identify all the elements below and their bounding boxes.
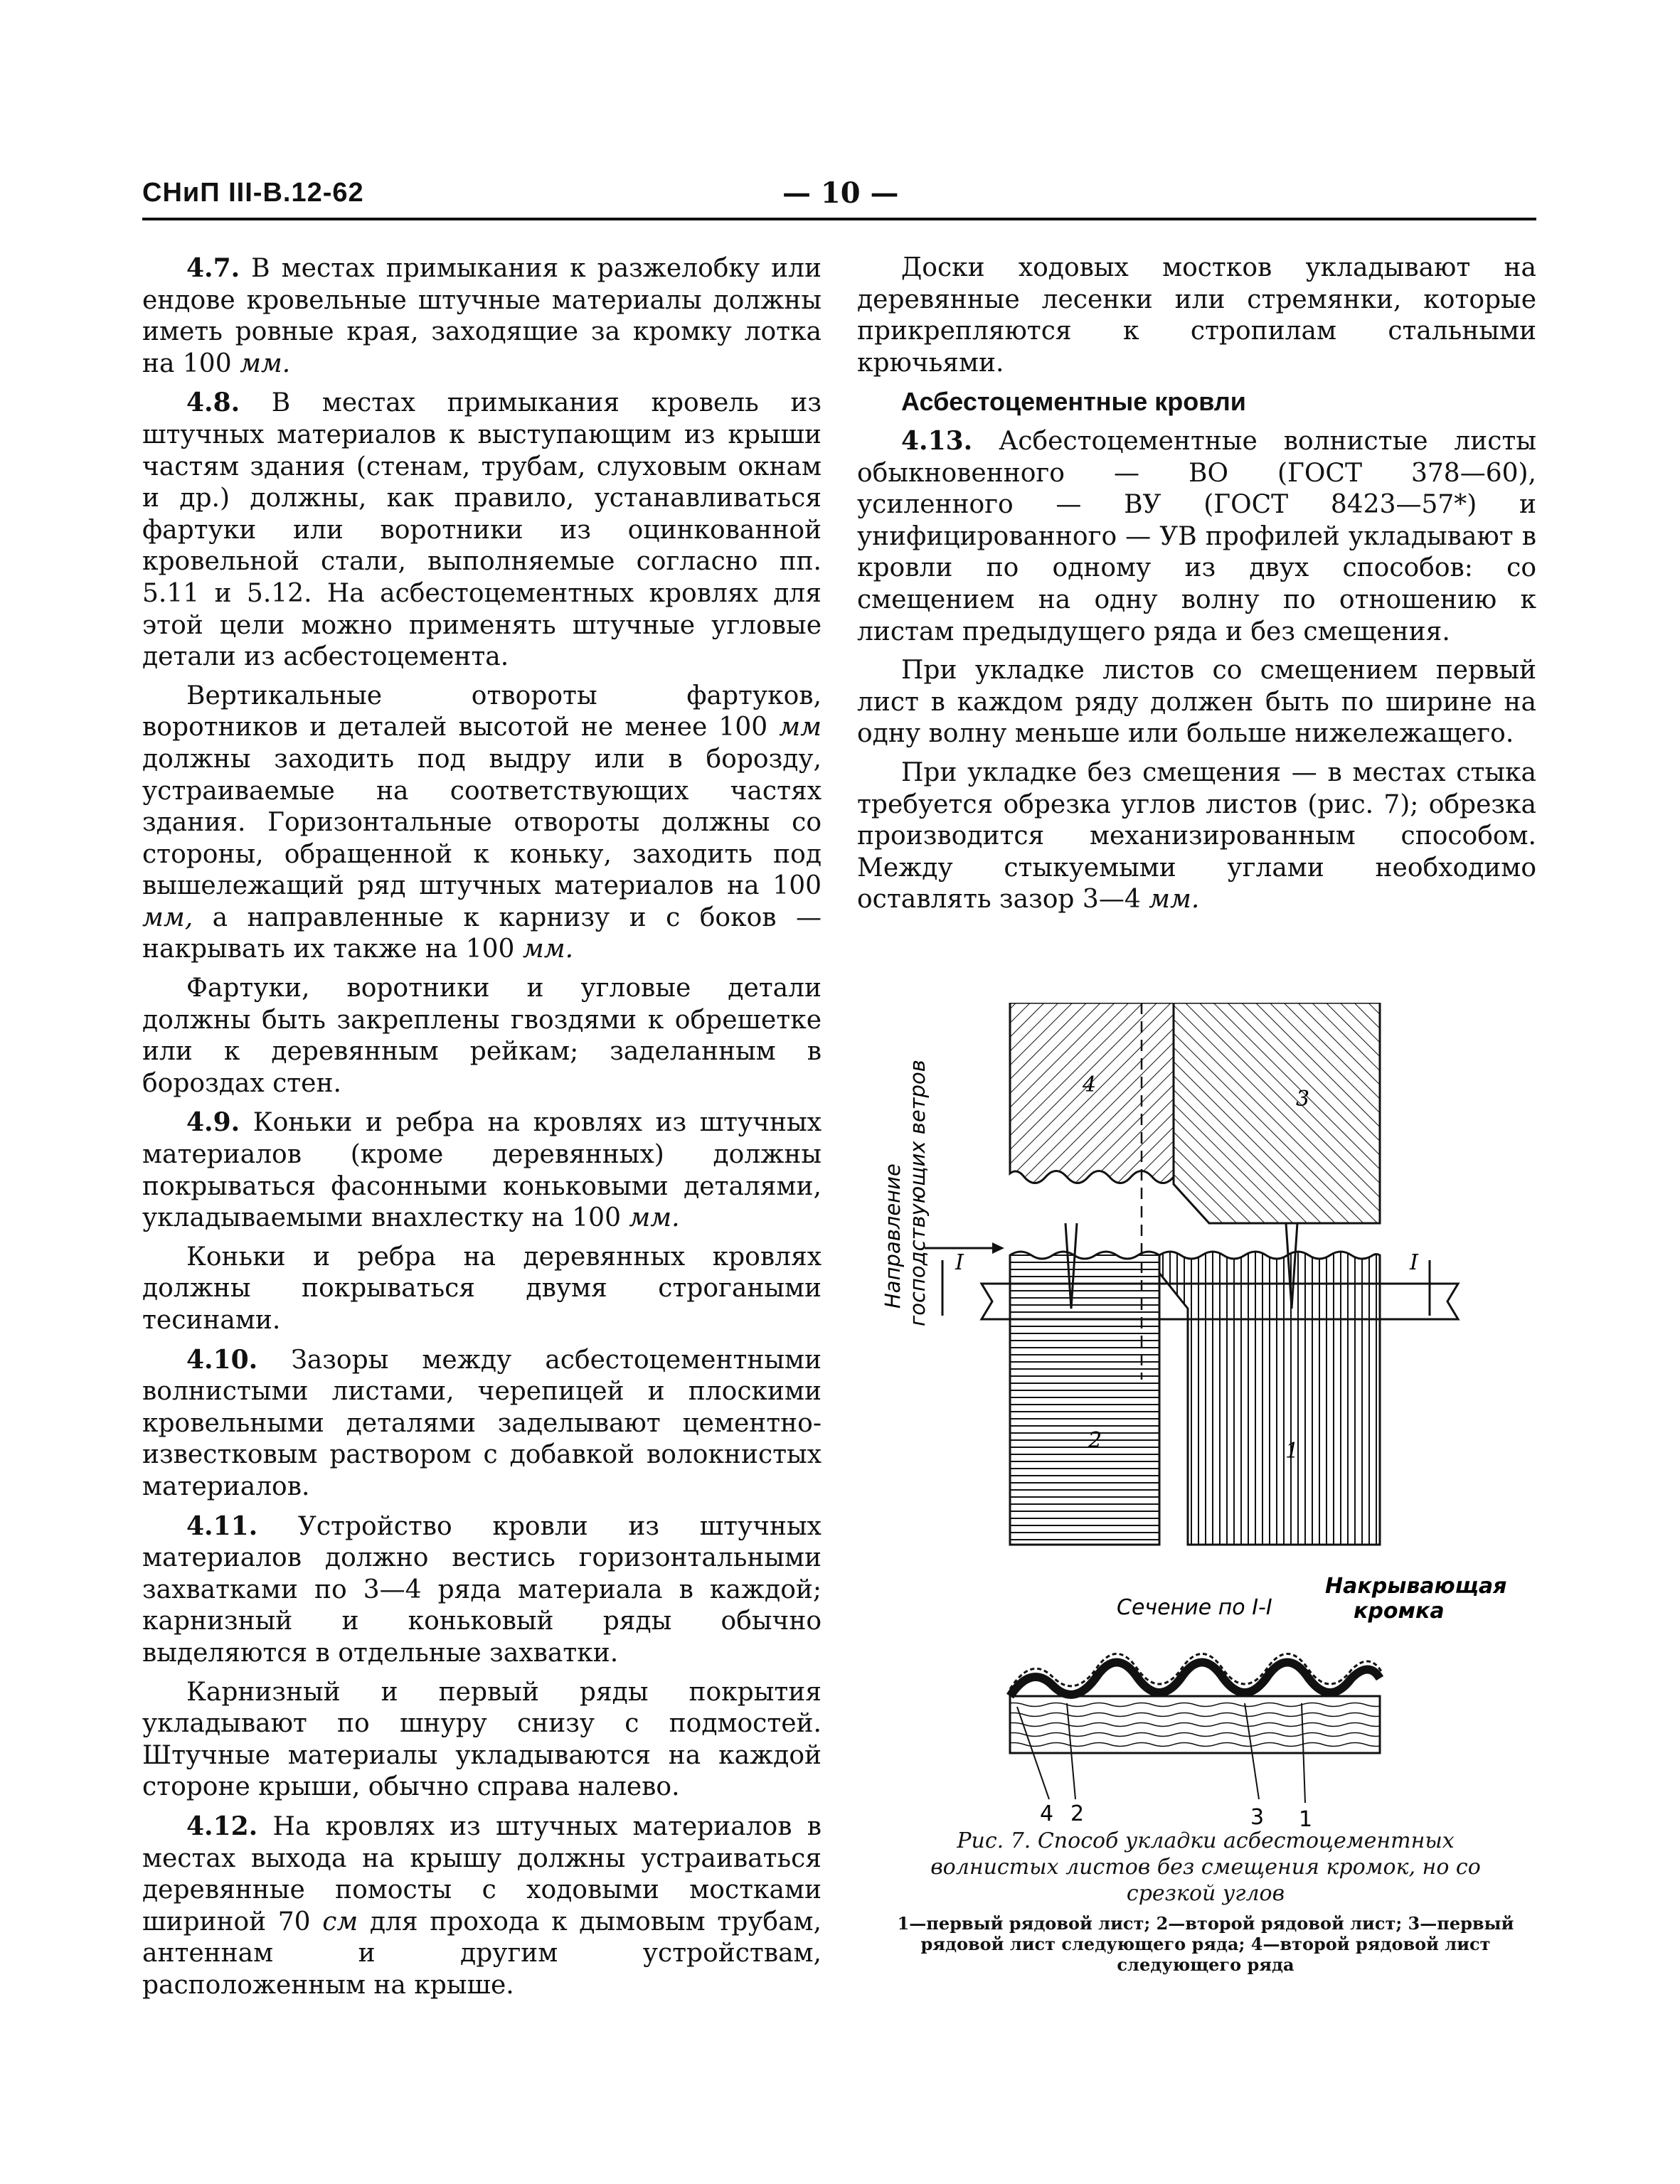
sheet-2 [1010, 1252, 1159, 1545]
paragraph-4-12: 4.12. На кровлях из штучных материалов в местах выхода на крышу должны устраиваться деревянные помосты с ходовыми мостками шириной 70 см для прохода к дымовым трубам, антеннам и другим устройствам, расположенным на крыше. [142, 1811, 822, 2000]
header-rule [142, 218, 1536, 220]
paragraph-4-9: 4.9. Коньки и ребра на кровлях из штучных материалов (кроме деревянных) должны покрываться фасонными коньковыми деталями, укладываемыми внахлестку на 100 мм. [142, 1107, 822, 1233]
paragraph-4-11-b: Карнизный и первый ряды покрытия укладывают по шнуру снизу с подмостей. Штучные материалы укладываются на каждой стороне крыши, обычно справа налево. [142, 1677, 822, 1802]
section-label-1: 1 [1299, 1807, 1313, 1828]
paragraph-4-8-b: Вертикальные отвороты фартуков, воротников и деталей высотой не менее 100 мм должны заходить под выдру или в борозду, устраиваемые на соответствующих частях здания. Горизонтальные отвороты должны со стороны, обращенной к коньку, заходить под вышележащий ряд штучных материалов на 100 мм, а направленные к карнизу и с боков — накрывать их также на 100 мм. [142, 681, 822, 964]
section-mark-left: I [955, 1250, 964, 1275]
wind-label-2: господствующих ветров [905, 1060, 930, 1326]
paragraph-4-12-c: Доски ходовых мостков укладывают на деревянные лесенки или стремянки, которые прикрепляются к стропилам стальными крючьями. [857, 253, 1536, 378]
section-label-3: 3 [1250, 1805, 1265, 1828]
paragraph-4-13: 4.13. Асбестоцементные волнистые листы обыкновенного — ВО (ГОСТ 378—60), усиленного — ВУ (ГОСТ 8423—57*) и унифицированного — УВ профилей укладывают в кровли по одному из двух способов: со смещением на одну волну по отношению к листам предыдущего ряда и без смещения. [857, 425, 1536, 646]
label-sheet-2: 2 [1088, 1428, 1102, 1453]
sheet-1 [1159, 1252, 1380, 1545]
paragraph-4-8-c: Фартуки, воротники и угловые детали должны быть закреплены гвоздями к обрешетке или к деревянным рейкам; заделанным в бороздах стен. [142, 974, 822, 1098]
paragraph-4-9-b: Коньки и ребра на деревянных кровлях должны покрываться двумя строгаными тесинами. [142, 1242, 822, 1335]
right-column [857, 252, 1536, 923]
figure-7 [875, 1003, 1536, 1949]
wind-arrow-head [992, 1242, 1004, 1254]
corrugated-sheet-upper [1010, 1654, 1381, 1690]
figure-caption: Рис. 7. Способ укладки асбестоцементных волнистых листов без смещения кромок, но со срезкой углов [930, 1828, 1481, 1906]
section-label-4: 4 [1040, 1801, 1054, 1826]
paragraph-4-13-b: При укладке листов со смещением первый лист в каждом ряду должен быть по ширине на одну волну меньше или больше нижележащего. [857, 656, 1536, 749]
edge-label-2: кромка [1354, 1599, 1445, 1624]
section-title: Сечение по I-I [1117, 1595, 1272, 1620]
section-title: Асбестоцементные кровли [901, 387, 1246, 417]
paragraph-4-7: 4.7. В местах примыкания к разжелобку или ендове кровельные штучные материалы должны иметь ровные края, заходящие за кромку лотка на 100 мм. [142, 253, 822, 378]
corrugated-sheet-lower [1010, 1663, 1380, 1697]
section-mark-right: I [1410, 1250, 1418, 1275]
label-sheet-3: 3 [1296, 1087, 1310, 1112]
wind-label-1: Направление [881, 1163, 905, 1309]
paragraph-4-8: 4.8. В местах примыкания кровель из штучных материалов к выступающим из крыши частям здания (стенам, трубам, слуховым окнам и др.) должны, как правило, устанавливаться фартуки или воротники из оцинкованной кровельной стали, выполняемые согласно пп. 5.11 и 5.12. На асбестоцементных кровлях для этой цели можно применять штучные угловые детали из асбестоцемента. [142, 388, 822, 672]
page-number: — 10 — [782, 176, 899, 210]
section-label-2: 2 [1070, 1801, 1085, 1826]
label-sheet-4: 4 [1083, 1072, 1097, 1097]
label-sheet-1: 1 [1285, 1439, 1299, 1464]
section-base [1010, 1696, 1380, 1753]
paragraph-4-11: 4.11. Устройство кровли из штучных материалов должно вестись горизонтальными захватками по 3—4 ряда материала в каждой; карнизный и коньковый ряды обычно выделяются в отдельные захватки. [142, 1511, 822, 1668]
paragraph-4-13-c: При укладке без смещения — в местах стыка требуется обрезка углов листов (рис. 7); обрезка производится механизированным способом. Между стыкуемыми углами необходимо оставлять зазор 3—4 мм. [857, 757, 1536, 915]
left-column [142, 252, 822, 2008]
edge-label-1: Накрывающая [1325, 1574, 1507, 1599]
paragraph-4-10: 4.10. Зазоры между асбестоцементными волнистыми листами, черепицей и плоскими кровельными деталями заделывают цементно-известковым раствором с добавкой волокнистых материалов. [142, 1344, 822, 1501]
document-code: СНиП III-В.12-62 [142, 178, 364, 208]
sheet-3 [1174, 1003, 1380, 1223]
figure-legend: 1—первый рядовой лист; 2—второй рядовой лист; 3—первый рядовой лист следующего ряда; 4—второй рядовой лист следующего ряда [897, 1913, 1514, 1975]
figure-7-drawing [875, 1003, 1536, 1828]
